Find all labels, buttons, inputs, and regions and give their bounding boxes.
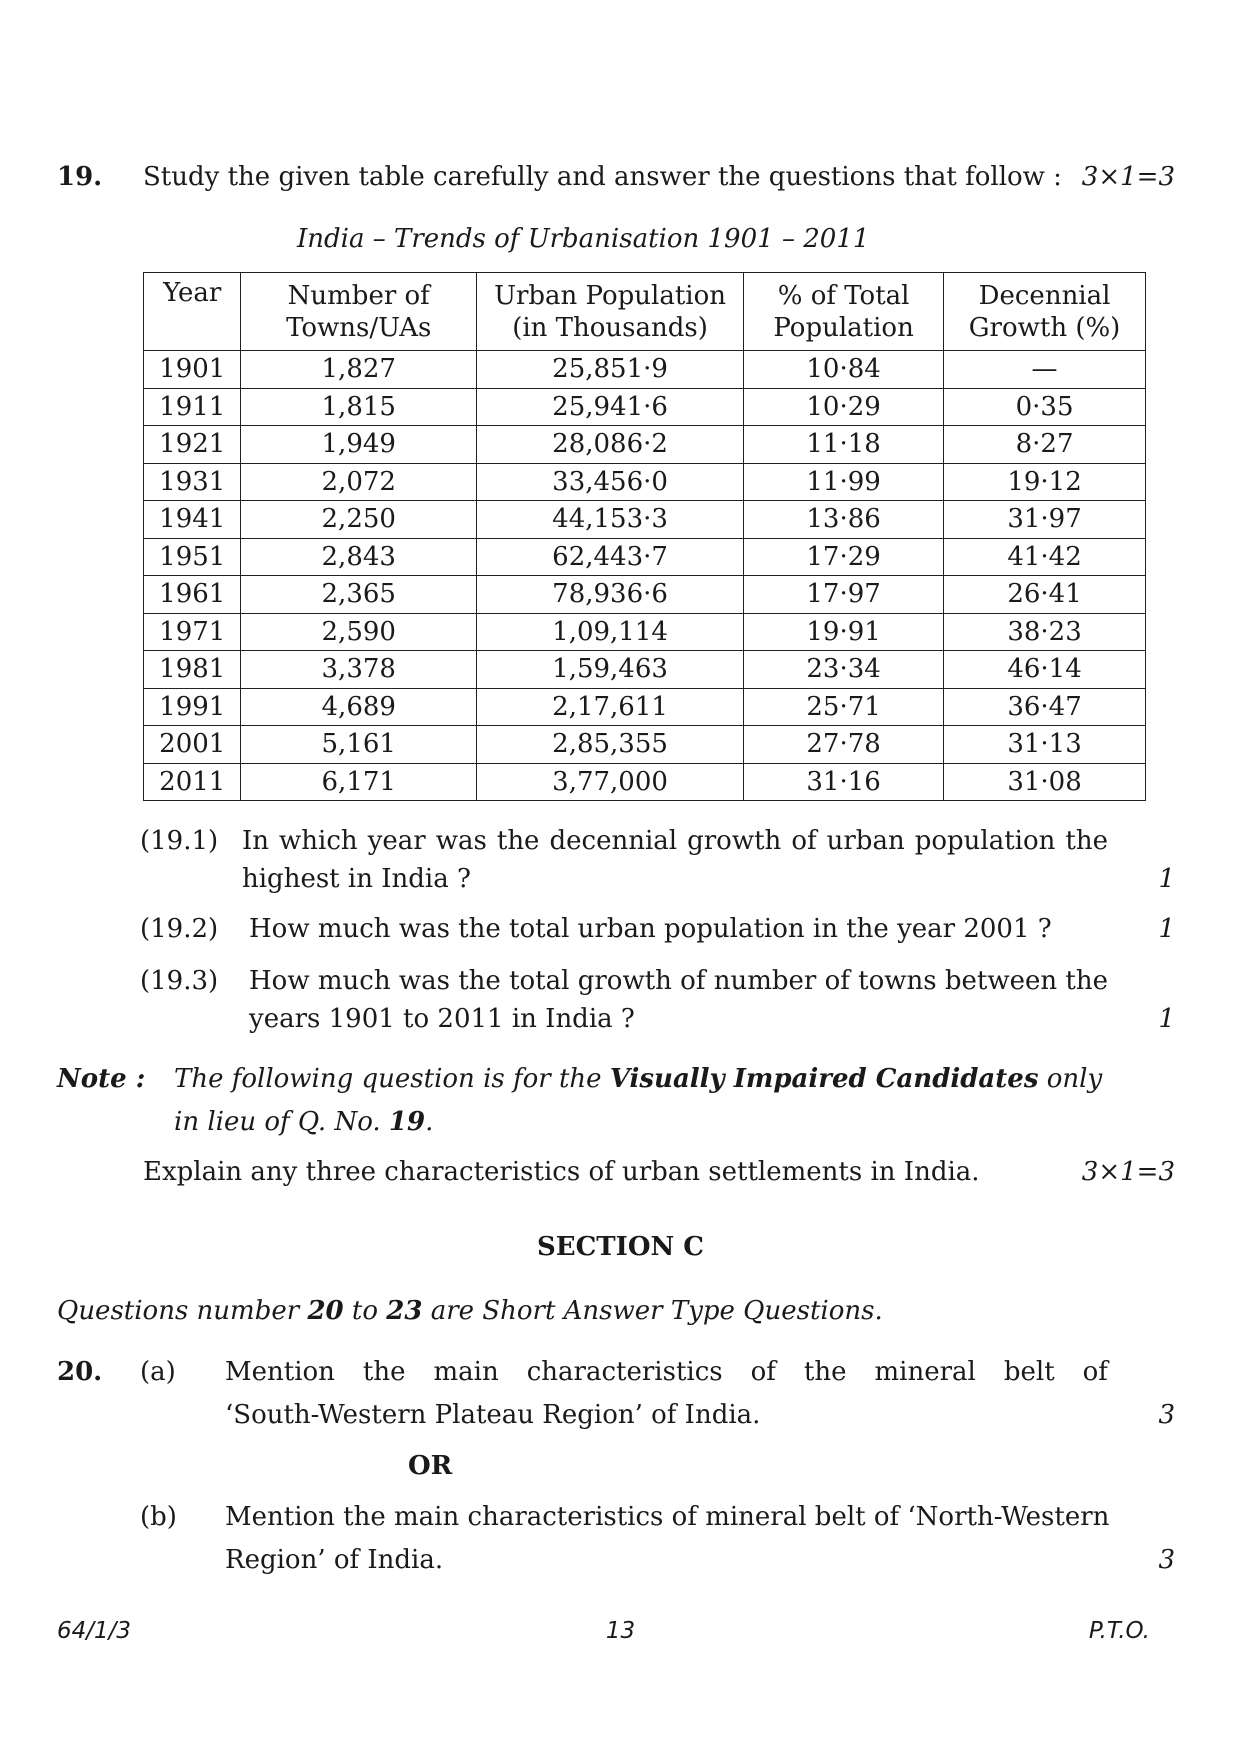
table-row [144, 651, 1146, 689]
cell-year: 2001 [144, 726, 241, 764]
cell-urban-population: 2,85,355 [477, 726, 744, 764]
page-number: 13 [605, 1618, 636, 1644]
option-b-line1: Mention the main characteristics of mineral belt of ‘North-Western [225, 1502, 1110, 1532]
or-separator: OR [408, 1451, 453, 1481]
cell-year: 1901 [144, 351, 241, 389]
question-19-marks: 3×1=3 [1081, 162, 1175, 192]
cell-percent-total: 25·71 [744, 688, 944, 726]
cell-percent-total: 11·99 [744, 463, 944, 501]
cell-urban-population: 25,941·6 [477, 388, 744, 426]
cell-towns: 1,815 [241, 388, 477, 426]
option-b-label: (b) [140, 1502, 177, 1532]
cell-urban-population: 1,59,463 [477, 651, 744, 689]
cell-decennial-growth: 19·12 [944, 463, 1146, 501]
sub-question-number: (19.2) [140, 914, 219, 944]
note-line1: The following question is for the Visually Impaired Candidates only [174, 1064, 1103, 1094]
cell-year: 1921 [144, 426, 241, 464]
section-heading: SECTION C [537, 1232, 704, 1262]
header-year: Year [144, 273, 241, 351]
note-line2: in lieu of Q. No. 19. [174, 1107, 434, 1137]
table-body [144, 351, 1146, 801]
cell-percent-total: 10·29 [744, 388, 944, 426]
cell-decennial-growth: 38·23 [944, 613, 1146, 651]
header-urban-population: Urban Population (in Thousands) [477, 273, 744, 351]
question-number-19: 19. [57, 162, 103, 192]
option-a-line2: ‘South-Western Plateau Region’ of India. [225, 1400, 761, 1430]
cell-year: 2011 [144, 763, 241, 801]
sub-question-19-2-marks: 1 [1158, 914, 1175, 944]
cell-percent-total: 10·84 [744, 351, 944, 389]
cell-urban-population: 44,153·3 [477, 501, 744, 539]
table-row [144, 688, 1146, 726]
cell-urban-population: 1,09,114 [477, 613, 744, 651]
sub-question-19-3-marks: 1 [1158, 1004, 1175, 1034]
cell-percent-total: 27·78 [744, 726, 944, 764]
cell-percent-total: 19·91 [744, 613, 944, 651]
header-decennial-growth: Decennial Growth (%) [944, 273, 1146, 351]
note-label: Note : [57, 1064, 146, 1094]
table-row [144, 576, 1146, 614]
alternative-question-marks: 3×1=3 [1081, 1157, 1175, 1187]
cell-year: 1971 [144, 613, 241, 651]
cell-towns: 2,365 [241, 576, 477, 614]
sub-question-19-1-line1: In which year was the decennial growth of urban population the [242, 826, 1108, 856]
sub-question-number: (19.1) [140, 826, 219, 856]
cell-urban-population: 28,086·2 [477, 426, 744, 464]
pto-label: P.T.O. [1088, 1618, 1150, 1644]
cell-urban-population: 3,77,000 [477, 763, 744, 801]
cell-towns: 1,827 [241, 351, 477, 389]
table-row [144, 463, 1146, 501]
table-title: India – Trends of Urbanisation 1901 – 2011 [297, 224, 870, 254]
urbanisation-table [143, 272, 1146, 801]
sub-question-19-2-text: How much was the total urban population in the year 2001 ? [249, 914, 1052, 944]
sub-question-19-1-line2: highest in India ? [242, 864, 471, 894]
option-b-line2: Region’ of India. [225, 1545, 444, 1575]
option-a-marks: 3 [1158, 1400, 1175, 1430]
alternative-question-text: Explain any three characteristics of urban settlements in India. [143, 1157, 980, 1187]
cell-towns: 4,689 [241, 688, 477, 726]
cell-year: 1941 [144, 501, 241, 539]
cell-decennial-growth: 31·08 [944, 763, 1146, 801]
cell-urban-population: 2,17,611 [477, 688, 744, 726]
table-header-row [144, 273, 1146, 351]
header-towns: Number of Towns/UAs [241, 273, 477, 351]
cell-year: 1961 [144, 576, 241, 614]
cell-year: 1931 [144, 463, 241, 501]
cell-decennial-growth: 8·27 [944, 426, 1146, 464]
sub-question-19-1-marks: 1 [1158, 864, 1175, 894]
option-a-line1: Mention the main characteristics of the mineral belt of [225, 1357, 1108, 1387]
cell-towns: 2,072 [241, 463, 477, 501]
cell-decennial-growth: 41·42 [944, 538, 1146, 576]
cell-decennial-growth: 26·41 [944, 576, 1146, 614]
cell-decennial-growth: 0·35 [944, 388, 1146, 426]
cell-urban-population: 62,443·7 [477, 538, 744, 576]
sub-question-19-3-line2: years 1901 to 2011 in India ? [249, 1004, 635, 1034]
cell-percent-total: 13·86 [744, 501, 944, 539]
table-row [144, 388, 1146, 426]
cell-decennial-growth: 31·13 [944, 726, 1146, 764]
cell-towns: 1,949 [241, 426, 477, 464]
table-row [144, 426, 1146, 464]
option-a-label: (a) [140, 1357, 176, 1387]
header-percent-total: % of Total Population [744, 273, 944, 351]
question-19-text: Study the given table carefully and answer the questions that follow : [143, 162, 1062, 192]
table-row [144, 613, 1146, 651]
cell-percent-total: 31·16 [744, 763, 944, 801]
cell-decennial-growth: — [944, 351, 1146, 389]
cell-year: 1951 [144, 538, 241, 576]
cell-year: 1981 [144, 651, 241, 689]
sub-question-19-3-line1: How much was the total growth of number of towns between the [249, 966, 1108, 996]
cell-urban-population: 78,936·6 [477, 576, 744, 614]
cell-year: 1911 [144, 388, 241, 426]
cell-year: 1991 [144, 688, 241, 726]
cell-towns: 2,843 [241, 538, 477, 576]
cell-decennial-growth: 46·14 [944, 651, 1146, 689]
cell-urban-population: 25,851·9 [477, 351, 744, 389]
cell-towns: 2,590 [241, 613, 477, 651]
table-row [144, 351, 1146, 389]
cell-decennial-growth: 31·97 [944, 501, 1146, 539]
section-c-instructions: Questions number 20 to 23 are Short Answer Type Questions. [57, 1296, 883, 1326]
cell-towns: 5,161 [241, 726, 477, 764]
cell-decennial-growth: 36·47 [944, 688, 1146, 726]
table-row [144, 763, 1146, 801]
table-row [144, 501, 1146, 539]
cell-percent-total: 17·97 [744, 576, 944, 614]
cell-percent-total: 23·34 [744, 651, 944, 689]
cell-percent-total: 17·29 [744, 538, 944, 576]
cell-towns: 3,378 [241, 651, 477, 689]
cell-towns: 6,171 [241, 763, 477, 801]
cell-percent-total: 11·18 [744, 426, 944, 464]
question-number-20: 20. [57, 1357, 103, 1387]
option-b-marks: 3 [1158, 1545, 1175, 1575]
sub-question-number: (19.3) [140, 966, 219, 996]
paper-code: 64/1/3 [57, 1618, 132, 1644]
table-row [144, 726, 1146, 764]
table-row [144, 538, 1146, 576]
cell-towns: 2,250 [241, 501, 477, 539]
cell-urban-population: 33,456·0 [477, 463, 744, 501]
